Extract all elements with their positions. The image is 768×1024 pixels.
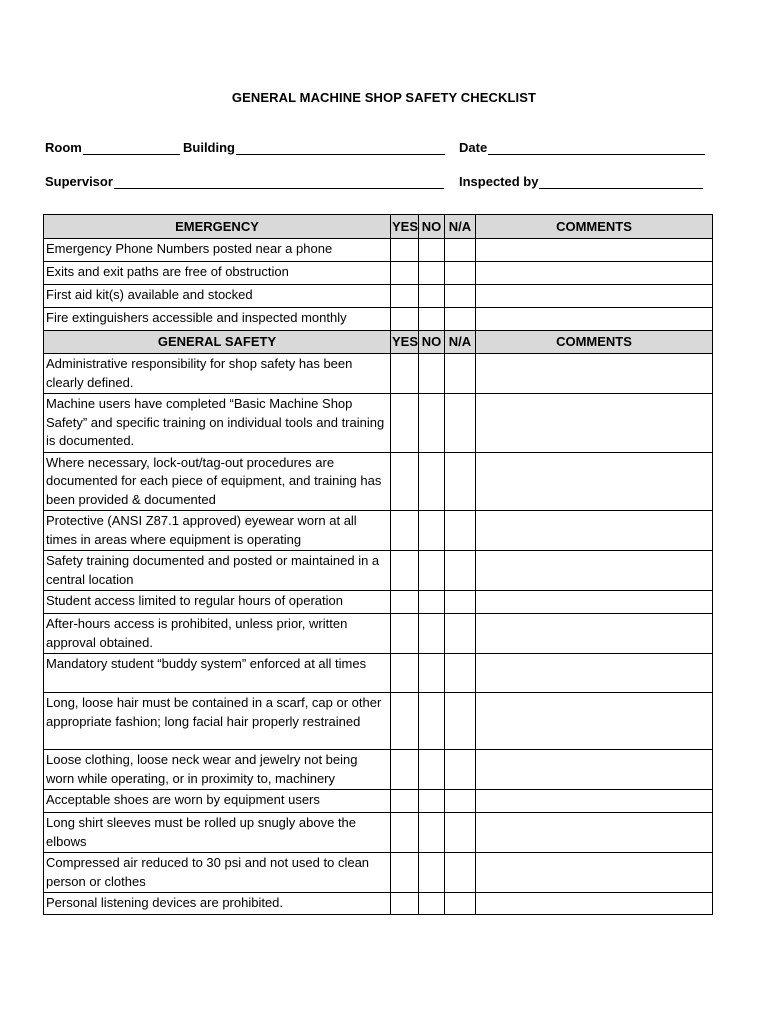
no-checkbox-cell[interactable] <box>419 551 445 591</box>
no-checkbox-cell[interactable] <box>419 308 445 331</box>
no-column-header: NO <box>419 331 445 354</box>
na-checkbox-cell[interactable] <box>445 591 476 614</box>
supervisor-input-line[interactable] <box>114 176 444 189</box>
checklist-row <box>44 654 713 693</box>
inspected-by-field[interactable] <box>459 174 703 189</box>
na-checkbox-cell[interactable] <box>445 308 476 331</box>
yes-checkbox-cell[interactable] <box>391 750 419 790</box>
comments-cell[interactable] <box>476 853 713 893</box>
no-checkbox-cell[interactable] <box>419 813 445 853</box>
checklist-row <box>44 308 713 331</box>
checklist-item: Safety training documented and posted or maintained in a central location <box>44 551 391 591</box>
no-checkbox-cell[interactable] <box>419 654 445 693</box>
na-column-header: N/A <box>445 331 476 354</box>
checklist-row <box>44 893 713 915</box>
na-checkbox-cell[interactable] <box>445 893 476 915</box>
checklist-item: First aid kit(s) available and stocked <box>44 285 391 308</box>
comments-cell[interactable] <box>476 693 713 750</box>
checklist-item: Mandatory student “buddy system” enforced at all times <box>44 654 391 693</box>
checklist-item: Long, loose hair must be contained in a scarf, cap or other appropriate fashion; long facial hair properly restrained <box>44 693 391 750</box>
no-checkbox-cell[interactable] <box>419 790 445 813</box>
na-checkbox-cell[interactable] <box>445 285 476 308</box>
na-checkbox-cell[interactable] <box>445 511 476 551</box>
comments-cell[interactable] <box>476 285 713 308</box>
room-input-line[interactable] <box>83 142 180 155</box>
room-label: Room <box>45 140 82 155</box>
date-input-line[interactable] <box>488 142 705 155</box>
no-checkbox-cell[interactable] <box>419 591 445 614</box>
yes-checkbox-cell[interactable] <box>391 853 419 893</box>
checklist-item: Protective (ANSI Z87.1 approved) eyewear worn at all times in areas where equipment is operating <box>44 511 391 551</box>
checklist-item: Fire extinguishers accessible and inspected monthly <box>44 308 391 331</box>
checklist-item: Emergency Phone Numbers posted near a phone <box>44 239 391 262</box>
date-field[interactable] <box>459 140 705 155</box>
safety-checklist-table <box>43 214 713 915</box>
checklist-row <box>44 262 713 285</box>
comments-cell[interactable] <box>476 452 713 511</box>
na-checkbox-cell[interactable] <box>445 452 476 511</box>
section-title: GENERAL SAFETY <box>44 331 391 354</box>
checklist-item: Long shirt sleeves must be rolled up snugly above the elbows <box>44 813 391 853</box>
no-checkbox-cell[interactable] <box>419 693 445 750</box>
yes-checkbox-cell[interactable] <box>391 693 419 750</box>
no-checkbox-cell[interactable] <box>419 354 445 394</box>
checklist-row <box>44 813 713 853</box>
yes-checkbox-cell[interactable] <box>391 591 419 614</box>
checklist-row <box>44 551 713 591</box>
no-checkbox-cell[interactable] <box>419 511 445 551</box>
comments-cell[interactable] <box>476 614 713 654</box>
na-checkbox-cell[interactable] <box>445 354 476 394</box>
na-checkbox-cell[interactable] <box>445 654 476 693</box>
comments-cell[interactable] <box>476 511 713 551</box>
yes-checkbox-cell[interactable] <box>391 790 419 813</box>
comments-cell[interactable] <box>476 750 713 790</box>
na-checkbox-cell[interactable] <box>445 551 476 591</box>
checklist-row <box>44 614 713 654</box>
document-title: GENERAL MACHINE SHOP SAFETY CHECKLIST <box>231 90 537 105</box>
no-checkbox-cell[interactable] <box>419 750 445 790</box>
na-checkbox-cell[interactable] <box>445 239 476 262</box>
section-header-general-safety <box>44 331 713 354</box>
checklist-item: Administrative responsibility for shop safety has been clearly defined. <box>44 354 391 394</box>
comments-cell[interactable] <box>476 308 713 331</box>
yes-column-header: YES <box>391 215 419 239</box>
no-checkbox-cell[interactable] <box>419 262 445 285</box>
comments-cell[interactable] <box>476 813 713 853</box>
checklist-item: Machine users have completed “Basic Machine Shop Safety” and specific training on individual tools and training is documented. <box>44 394 391 453</box>
header-fields-row-1 <box>0 140 768 160</box>
building-field[interactable] <box>183 140 445 155</box>
inspected-by-label: Inspected by <box>459 174 539 189</box>
no-checkbox-cell[interactable] <box>419 394 445 453</box>
no-checkbox-cell[interactable] <box>419 452 445 511</box>
comments-cell[interactable] <box>476 893 713 915</box>
yes-checkbox-cell[interactable] <box>391 239 419 262</box>
checklist-item: Personal listening devices are prohibited. <box>44 893 391 915</box>
na-column-header: N/A <box>445 215 476 239</box>
checklist-item: Where necessary, lock-out/tag-out procedures are documented for each piece of equipment, and training has been provided & documented <box>44 452 391 511</box>
no-column-header: NO <box>419 215 445 239</box>
comments-cell[interactable] <box>476 354 713 394</box>
comments-cell[interactable] <box>476 551 713 591</box>
comments-cell[interactable] <box>476 591 713 614</box>
na-checkbox-cell[interactable] <box>445 790 476 813</box>
na-checkbox-cell[interactable] <box>445 614 476 654</box>
na-checkbox-cell[interactable] <box>445 394 476 453</box>
date-label: Date <box>459 140 488 155</box>
checklist-item: Loose clothing, loose neck wear and jewelry not being worn while operating, or in proximity to, machinery <box>44 750 391 790</box>
yes-column-header: YES <box>391 331 419 354</box>
no-checkbox-cell[interactable] <box>419 893 445 915</box>
comments-column-header: COMMENTS <box>476 215 713 239</box>
checklist-row <box>44 790 713 813</box>
yes-checkbox-cell[interactable] <box>391 354 419 394</box>
yes-checkbox-cell[interactable] <box>391 285 419 308</box>
yes-checkbox-cell[interactable] <box>391 654 419 693</box>
checklist-row <box>44 452 713 511</box>
building-input-line[interactable] <box>236 142 445 155</box>
inspected-by-input-line[interactable] <box>539 176 703 189</box>
building-label: Building <box>183 140 235 155</box>
checklist-row <box>44 693 713 750</box>
yes-checkbox-cell[interactable] <box>391 511 419 551</box>
supervisor-label: Supervisor <box>45 174 113 189</box>
comments-cell[interactable] <box>476 394 713 453</box>
yes-checkbox-cell[interactable] <box>391 394 419 453</box>
checklist-row <box>44 591 713 614</box>
yes-checkbox-cell[interactable] <box>391 308 419 331</box>
checklist-row <box>44 285 713 308</box>
no-checkbox-cell[interactable] <box>419 614 445 654</box>
checklist-item: Student access limited to regular hours of operation <box>44 591 391 614</box>
yes-checkbox-cell[interactable] <box>391 893 419 915</box>
checklist-item: Exits and exit paths are free of obstruction <box>44 262 391 285</box>
no-checkbox-cell[interactable] <box>419 239 445 262</box>
checklist-item: Acceptable shoes are worn by equipment users <box>44 790 391 813</box>
yes-checkbox-cell[interactable] <box>391 262 419 285</box>
yes-checkbox-cell[interactable] <box>391 551 419 591</box>
comments-cell[interactable] <box>476 654 713 693</box>
na-checkbox-cell[interactable] <box>445 262 476 285</box>
yes-checkbox-cell[interactable] <box>391 614 419 654</box>
checklist-item: Compressed air reduced to 30 psi and not used to clean person or clothes <box>44 853 391 893</box>
no-checkbox-cell[interactable] <box>419 853 445 893</box>
header-fields-row-2 <box>0 174 768 194</box>
supervisor-field[interactable] <box>45 174 444 189</box>
na-checkbox-cell[interactable] <box>445 813 476 853</box>
na-checkbox-cell[interactable] <box>445 750 476 790</box>
yes-checkbox-cell[interactable] <box>391 813 419 853</box>
na-checkbox-cell[interactable] <box>445 693 476 750</box>
checklist-row <box>44 750 713 790</box>
comments-cell[interactable] <box>476 262 713 285</box>
comments-column-header: COMMENTS <box>476 331 713 354</box>
comments-cell[interactable] <box>476 239 713 262</box>
checklist-row <box>44 239 713 262</box>
section-title: EMERGENCY <box>44 215 391 239</box>
checklist-row <box>44 394 713 453</box>
no-checkbox-cell[interactable] <box>419 285 445 308</box>
checklist-item: After-hours access is prohibited, unless prior, written approval obtained. <box>44 614 391 654</box>
comments-cell[interactable] <box>476 790 713 813</box>
yes-checkbox-cell[interactable] <box>391 452 419 511</box>
room-field[interactable] <box>45 140 180 155</box>
checklist-row <box>44 853 713 893</box>
section-header-emergency <box>44 215 713 239</box>
na-checkbox-cell[interactable] <box>445 853 476 893</box>
checklist-row <box>44 511 713 551</box>
checklist-row <box>44 354 713 394</box>
